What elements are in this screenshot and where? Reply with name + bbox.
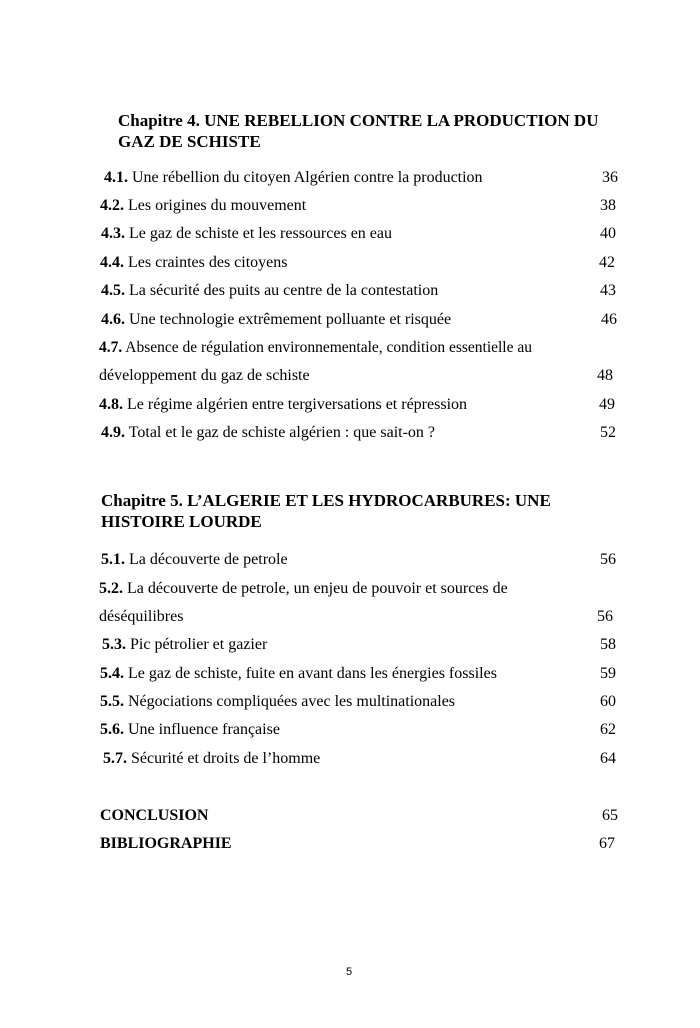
toc-entry-5-2-cont: déséquilibres xyxy=(99,608,184,625)
page-number: 5 xyxy=(346,966,353,978)
toc-page-bibliography: 67 xyxy=(599,835,615,852)
entry-number: 4.6. xyxy=(101,311,125,328)
toc-page-5-6: 62 xyxy=(600,721,616,738)
toc-entry-4-7-cont: développement du gaz de schiste xyxy=(99,367,310,384)
toc-entry-4-3[interactable] xyxy=(101,225,392,243)
entry-number: 4.4. xyxy=(100,254,124,271)
toc-entry-4-7[interactable] xyxy=(99,339,532,357)
chapter-4-title-line1: Chapitre 4. UNE REBELLION CONTRE LA PRODUCTION DU xyxy=(118,111,599,130)
entry-number: 4.3. xyxy=(101,225,125,242)
entry-title: Une influence française xyxy=(124,721,280,738)
entry-number: 4.9. xyxy=(101,424,125,441)
entry-number: 4.5. xyxy=(101,282,125,299)
entry-title: Les craintes des citoyens xyxy=(124,254,288,271)
toc-entry-4-1[interactable] xyxy=(104,169,483,187)
toc-entry-5-6[interactable] xyxy=(100,721,280,739)
entry-title: Pic pétrolier et gazier xyxy=(126,636,268,653)
entry-title: Total et le gaz de schiste algérien : que sait-on ? xyxy=(125,424,436,441)
toc-page-4-7: 48 xyxy=(597,367,613,384)
toc-page-4-2: 38 xyxy=(600,197,616,214)
toc-page-5-4: 59 xyxy=(600,665,616,682)
entry-title: Sécurité et droits de l’homme xyxy=(127,750,321,767)
toc-page-5-7: 64 xyxy=(600,750,616,767)
toc-entry-5-1[interactable] xyxy=(101,551,288,569)
toc-page-4-1: 36 xyxy=(602,169,618,186)
entry-title: Négociations compliquées avec les multinationales xyxy=(124,693,456,710)
toc-entry-4-2[interactable] xyxy=(100,197,306,215)
toc-entry-4-5[interactable] xyxy=(101,282,438,300)
entry-title: Le régime algérien entre tergiversations et répression xyxy=(123,396,468,413)
chapter-4-title-line2: GAZ DE SCHISTE xyxy=(118,132,261,151)
entry-number: 5.7. xyxy=(103,750,127,767)
entry-number: 5.4. xyxy=(100,665,124,682)
toc-bibliography[interactable]: BIBLIOGRAPHIE xyxy=(100,835,232,852)
toc-entry-5-5[interactable] xyxy=(100,693,455,711)
toc-entry-5-2[interactable] xyxy=(99,580,508,598)
toc-page-5-3: 58 xyxy=(600,636,616,653)
entry-number: 5.3. xyxy=(102,636,126,653)
entry-title: Les origines du mouvement xyxy=(124,197,307,214)
toc-entry-4-9[interactable] xyxy=(101,424,435,442)
toc-page-4-4: 42 xyxy=(599,254,615,271)
entry-title: Une rébellion du citoyen Algérien contre la production xyxy=(128,169,483,186)
toc-page-5-1: 56 xyxy=(600,551,616,568)
chapter-5-title-line1: Chapitre 5. L’ALGERIE ET LES HYDROCARBURES: UNE xyxy=(101,491,551,510)
entry-number: 4.1. xyxy=(104,169,128,186)
toc-page-5-5: 60 xyxy=(600,693,616,710)
toc-entry-4-6[interactable] xyxy=(101,311,451,329)
entry-title: La découverte de petrole xyxy=(125,551,288,568)
toc-entry-4-8[interactable] xyxy=(99,396,467,414)
toc-page-4-8: 49 xyxy=(599,396,615,413)
entry-title: Le gaz de schiste et les ressources en eau xyxy=(125,225,392,242)
entry-number: 5.1. xyxy=(101,551,125,568)
entry-number: 5.5. xyxy=(100,693,124,710)
entry-title: Absence de régulation environnementale, condition essentielle au xyxy=(122,339,533,356)
toc-entry-5-7[interactable] xyxy=(103,750,320,768)
entry-number: 5.2. xyxy=(99,580,123,597)
toc-page-4-3: 40 xyxy=(600,225,616,242)
entry-title: Le gaz de schiste, fuite en avant dans les énergies fossiles xyxy=(124,665,497,682)
toc-page-4-6: 46 xyxy=(601,311,617,328)
toc-page-4-5: 43 xyxy=(600,282,616,299)
toc-entry-4-4[interactable] xyxy=(100,254,288,272)
entry-number: 4.7. xyxy=(99,339,123,356)
entry-number: 4.8. xyxy=(99,396,123,413)
entry-number: 4.2. xyxy=(100,197,124,214)
toc-conclusion[interactable]: CONCLUSION xyxy=(100,807,209,824)
toc-entry-5-4[interactable] xyxy=(100,665,497,683)
toc-page-conclusion: 65 xyxy=(602,807,618,824)
chapter-5-title xyxy=(101,490,611,532)
toc-entry-5-3[interactable] xyxy=(102,636,267,654)
entry-number: 5.6. xyxy=(100,721,124,738)
chapter-4-title xyxy=(118,110,618,152)
entry-title: Une technologie extrêmement polluante et risquée xyxy=(125,311,452,328)
toc-page-5-2: 56 xyxy=(597,608,613,625)
toc-page-4-9: 52 xyxy=(600,424,616,441)
entry-title: La découverte de petrole, un enjeu de pouvoir et sources de xyxy=(123,580,508,597)
entry-title: La sécurité des puits au centre de la contestation xyxy=(125,282,439,299)
chapter-5-title-line2: HISTOIRE LOURDE xyxy=(101,512,262,531)
